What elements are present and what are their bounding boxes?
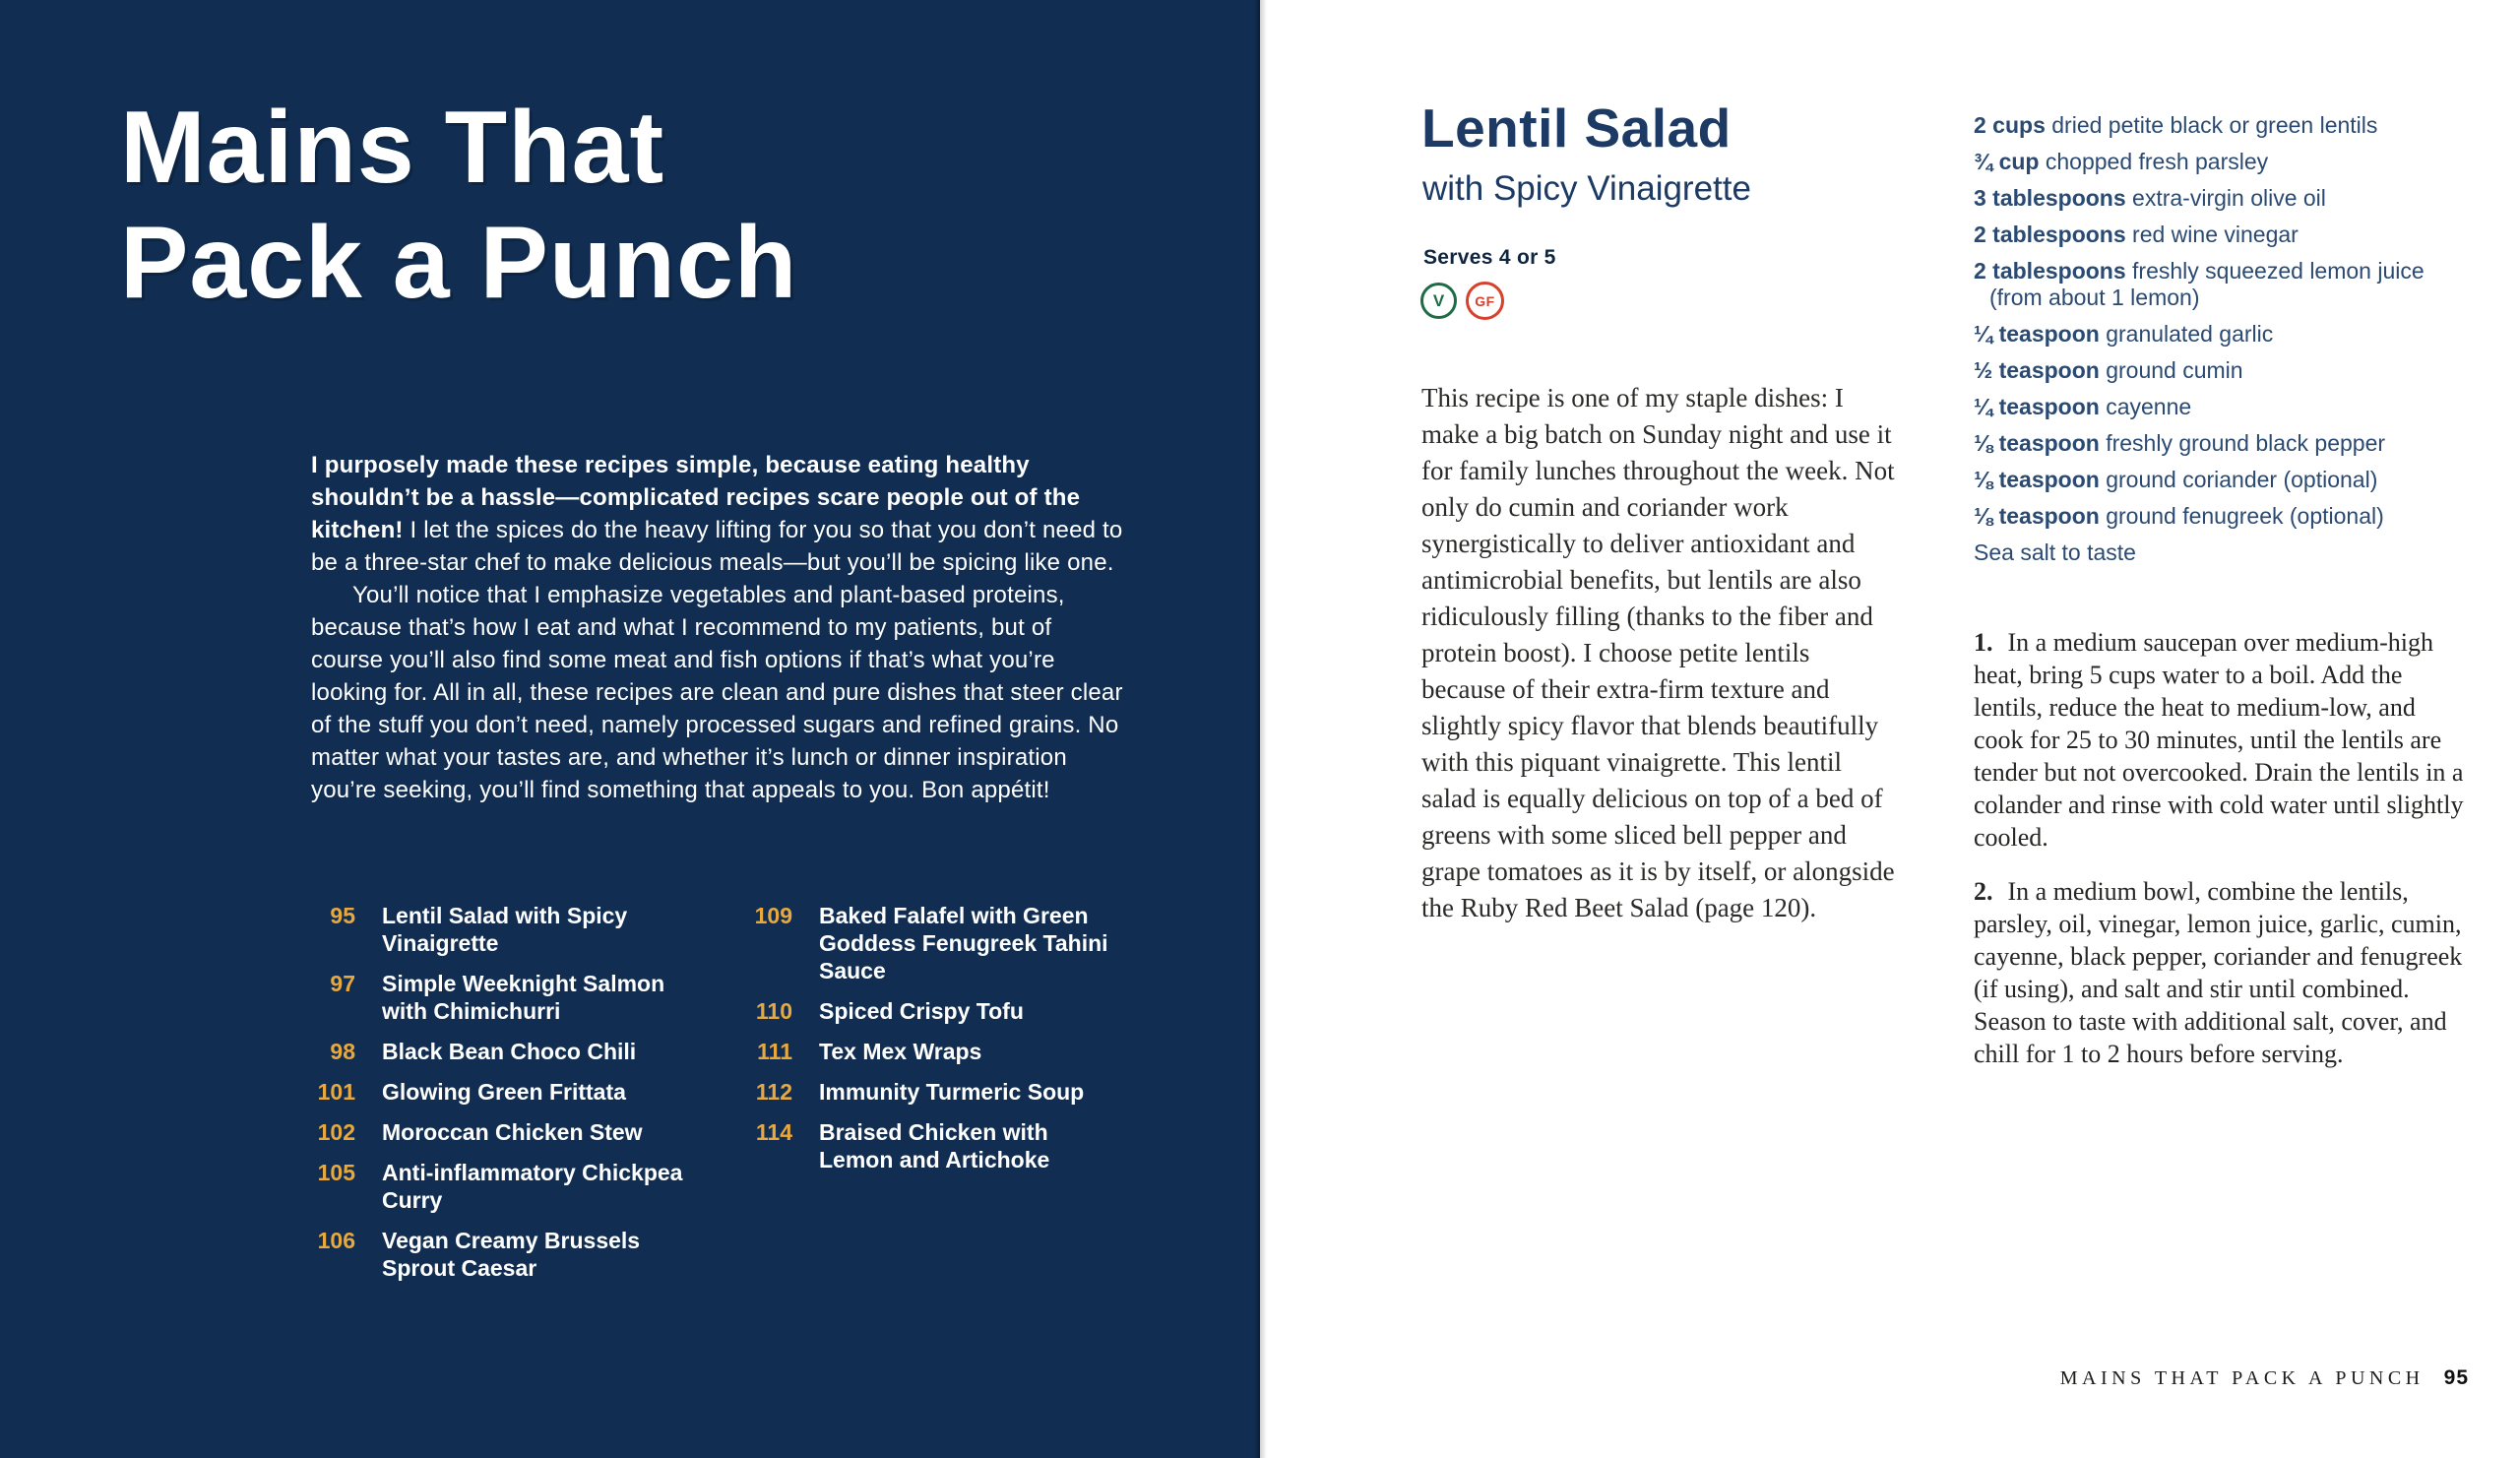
- toc-page-number: 105: [317, 1160, 355, 1185]
- ingredient-amount: 2 tablespoons: [1974, 222, 2126, 247]
- ingredient-item: [1974, 394, 2456, 420]
- ingredient-text: red wine vinegar: [2125, 222, 2299, 247]
- ingredient-amount: 3 tablespoons: [1974, 185, 2126, 211]
- toc-item: [738, 1038, 1112, 1065]
- toc-item-title: Glowing Green Frittata: [382, 1079, 626, 1105]
- ingredients-list: [1974, 112, 2456, 576]
- ingredient-amount: ¼ teaspoon: [1974, 394, 2100, 419]
- ingredient-text: freshly squeezed lemon juice (from about 1 lemon): [1989, 258, 2425, 310]
- toc-item-title: Lentil Salad with Spicy Vinaigrette: [382, 903, 628, 956]
- running-head: MAINS THAT PACK A PUNCH: [2059, 1367, 2425, 1389]
- toc-item-title: Spiced Crispy Tofu: [819, 998, 1024, 1024]
- ingredient-text: ground coriander (optional): [2099, 467, 2378, 492]
- step-number: 2.: [1974, 877, 1993, 906]
- chapter-title-line-2: Pack a Punch: [120, 206, 798, 320]
- chapter-intro: [311, 449, 1130, 806]
- ingredient-amount: ⅛ teaspoon: [1974, 467, 2100, 492]
- step-text: In a medium bowl, combine the lentils, parsley, oil, vinegar, lemon juice, garlic, cumin, cayenne, black pepper, coriander and fenugreek (if using), and salt and stir until combined. Season to taste with additional salt, cover, and chill for 1 to 2 hours before serving.: [1974, 877, 2463, 1068]
- toc-page-number: 95: [330, 903, 355, 928]
- toc-column-right: [738, 902, 1112, 1186]
- step-text: In a medium saucepan over medium-high heat, bring 5 cups water to a boil. Add the lentils, reduce the heat to medium-low, and cook for 25 to 30 minutes, until the lentils are tender but not overcooked. Drain the lentils in a colander and rinse with cold water until slightly cooled.: [1974, 628, 2464, 852]
- ingredient-amount: ⅛ teaspoon: [1974, 430, 2100, 456]
- ingredient-amount: ½ teaspoon: [1974, 357, 2100, 383]
- gluten-free-icon: [1466, 282, 1504, 320]
- ingredient-item: [1974, 539, 2456, 566]
- toc-item: [738, 1118, 1112, 1173]
- intro-paragraph-2: You’ll notice that I emphasize vegetables and plant-based proteins, because that’s how I eat and what I recommend to my patients, but of course you’ll also find some meat and fish options if that’s what you’re looking for. All in all, these recipes are clean and pure dishes that steer clear of the stuff you don’t need, namely processed sugars and refined grains. No matter what your tastes are, and whether it’s lunch or dinner inspiration you’re seeking, you’ll find something that appeals to you. Bon appétit!: [311, 582, 1123, 803]
- recipe-subtitle: with Spicy Vinaigrette: [1422, 169, 1751, 208]
- ingredient-amount: 2 cups: [1974, 112, 2046, 138]
- ingredient-amount: ¼ teaspoon: [1974, 321, 2100, 347]
- toc-page-number: 102: [317, 1119, 355, 1145]
- ingredient-text: ground fenugreek (optional): [2099, 503, 2384, 529]
- footer-page-number: 95: [2443, 1366, 2469, 1389]
- toc-page-number: 112: [755, 1079, 792, 1105]
- toc-item-title: Simple Weeknight Salmon with Chimichurri: [382, 971, 665, 1024]
- toc-page-number: 97: [330, 971, 355, 996]
- ingredient-item: [1974, 149, 2456, 175]
- toc-page-number: 101: [317, 1079, 355, 1105]
- page-footer: [2060, 1366, 2469, 1390]
- intro-paragraph-1: [311, 449, 1130, 579]
- ingredient-amount: ¾ cup: [1974, 149, 2040, 174]
- ingredient-item: [1974, 467, 2456, 493]
- ingredient-item: [1974, 258, 2456, 311]
- step-number: 1.: [1974, 628, 1993, 657]
- chapter-title: [120, 91, 797, 321]
- ingredient-item: [1974, 321, 2456, 348]
- ingredient-text: dried petite black or green lentils: [2045, 112, 2378, 138]
- ingredient-text: ground cumin: [2099, 357, 2243, 383]
- instruction-step: [1974, 626, 2471, 854]
- instruction-step: [1974, 875, 2471, 1070]
- toc-item: [738, 1078, 1112, 1106]
- ingredient-text: cayenne: [2099, 394, 2192, 419]
- ingredient-item: [1974, 112, 2456, 139]
- ingredient-text: granulated garlic: [2099, 321, 2274, 347]
- ingredient-text: Sea salt to taste: [1974, 539, 2136, 565]
- recipe-title: Lentil Salad: [1421, 97, 1732, 158]
- recipe-description: This recipe is one of my staple dishes: I make a big batch on Sunday night and use it for family lunches throughout the week. Not only do cumin and coriander work synergistically to deliver antioxidant and antimicrobial benefits, but lentils are also ridiculously filling (thanks to the fiber and protein boost). I choose petite lentils because of their extra-firm texture and slightly spicy flavor that blends beautifully with this piquant vinaigrette. This lentil salad is equally delicious on top of a bed of greens with some sliced bell pepper and grape tomatoes as it is by itself, or alongside the Ruby Red Beet Salad (page 120).: [1421, 383, 1895, 922]
- vegetarian-badge-label: V: [1432, 290, 1445, 310]
- toc-item-title: Anti-inflammatory Chickpea Curry: [382, 1160, 683, 1213]
- toc-item: [738, 902, 1112, 984]
- diet-badges: [1420, 282, 1504, 320]
- intro-paragraph-1-rest: I let the spices do the heavy lifting for you so that you don’t need to be a three-star chef to make delicious meals—but you’ll be spicing like one.: [311, 517, 1123, 576]
- ingredient-text: extra-virgin olive oil: [2125, 185, 2326, 211]
- ingredient-text: chopped fresh parsley: [2039, 149, 2269, 174]
- toc-item-title: Tex Mex Wraps: [819, 1039, 982, 1064]
- toc-item: [301, 1227, 688, 1282]
- toc-item-title: Immunity Turmeric Soup: [819, 1079, 1085, 1105]
- toc-item: [301, 902, 688, 957]
- ingredient-item: [1974, 357, 2456, 384]
- right-page: [1260, 0, 2520, 1458]
- toc-item: [301, 1159, 688, 1214]
- intro-lead-bold: I purposely made these recipes simple, because eating healthy shouldn’t be a hassle—complicated recipes scare people out of the kitchen!: [311, 452, 1081, 543]
- gluten-free-badge-label: GF: [1475, 292, 1495, 309]
- ingredient-item: [1974, 430, 2456, 457]
- toc-item-title: Baked Falafel with Green Goddess Fenugreek Tahini Sauce: [819, 903, 1108, 983]
- vegetarian-icon: [1420, 283, 1457, 319]
- toc-page-number: 110: [755, 998, 792, 1024]
- toc-item: [301, 1118, 688, 1146]
- toc-page-number: 114: [755, 1119, 792, 1145]
- toc-item-title: Vegan Creamy Brussels Sprout Caesar: [382, 1228, 641, 1281]
- toc-item-title: Black Bean Choco Chili: [382, 1039, 637, 1064]
- toc-page-number: 98: [330, 1039, 355, 1064]
- serves-label: Serves 4 or 5: [1423, 246, 1556, 269]
- instructions: [1974, 626, 2471, 1070]
- toc-page-number: 106: [317, 1228, 355, 1253]
- toc-page-number: 111: [757, 1039, 792, 1064]
- toc-item-title: Moroccan Chicken Stew: [382, 1119, 643, 1145]
- toc-column-left: [301, 902, 688, 1295]
- toc-item-title: Braised Chicken with Lemon and Artichoke: [819, 1119, 1050, 1173]
- toc-item: [301, 970, 688, 1025]
- ingredient-amount: ⅛ teaspoon: [1974, 503, 2100, 529]
- toc-item: [738, 997, 1112, 1025]
- ingredient-amount: 2 tablespoons: [1974, 258, 2126, 284]
- chapter-title-line-1: Mains That: [120, 91, 665, 205]
- ingredient-item: [1974, 185, 2456, 212]
- toc-page-number: 109: [754, 903, 792, 928]
- ingredient-item: [1974, 222, 2456, 248]
- toc-item: [301, 1078, 688, 1106]
- ingredient-item: [1974, 503, 2456, 530]
- toc-item: [301, 1038, 688, 1065]
- ingredient-text: freshly ground black pepper: [2099, 430, 2386, 456]
